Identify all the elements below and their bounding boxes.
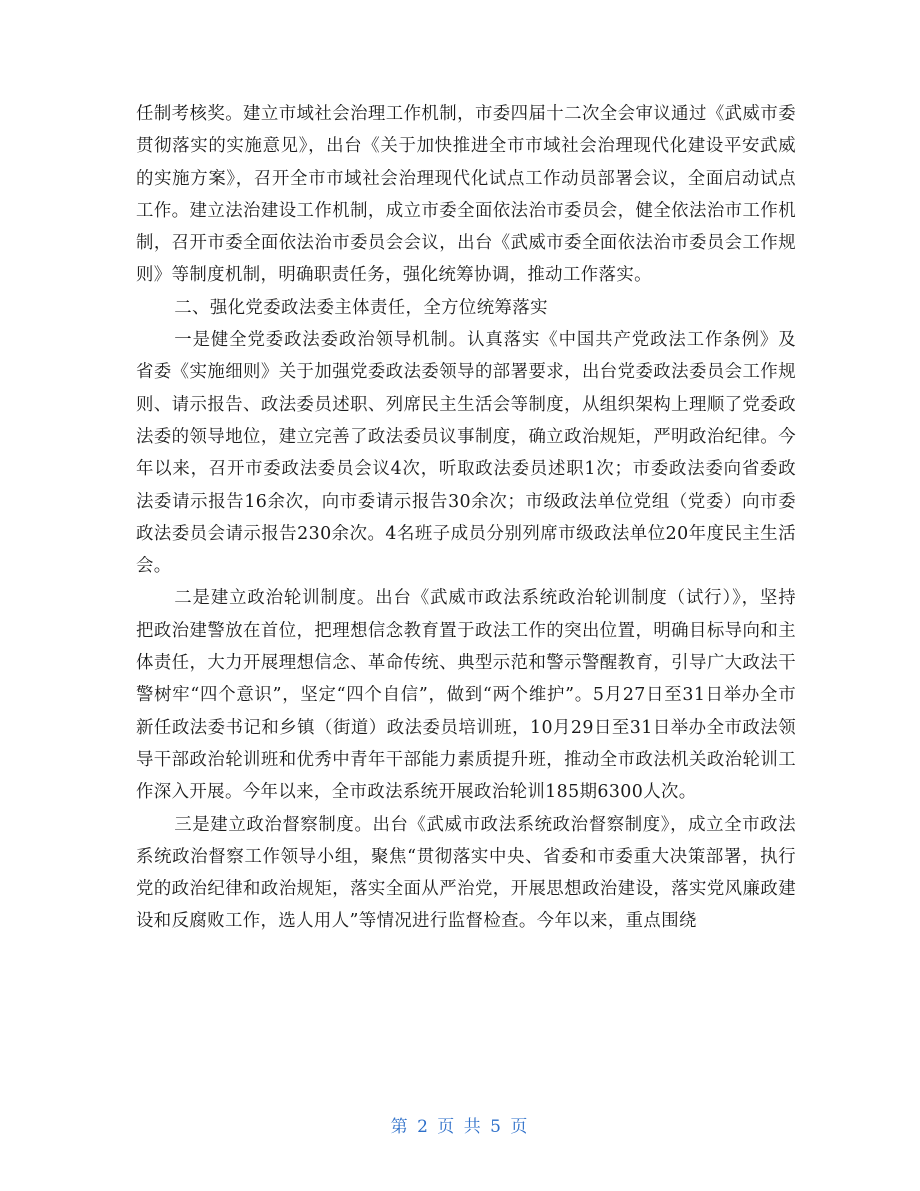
- paragraph-continuation: 任制考核奖。建立市域社会治理工作机制，市委四届十二次全会审议通过《武威市委贯彻落实的实施意见》，出台《关于加快推进全市市域社会治理现代化建设平安武威的实施方案》，召开全市市域社会治理现代化试点工作动员部署会议，全面启动试点工作。建立法治建设工作机制，成立市委全面依法治市委员会，健全依法治市工作机制，召开市委全面依法治市委员会会议，出台《武威市委全面依法治市委员会工作规则》等制度机制，明确职责任务，强化统筹协调，推动工作落实。: [136, 104, 796, 286]
- paragraph: 三是建立政治督察制度。出台《武威市政法系统政治督察制度》，成立全市政法系统政治督察工作领导小组，聚焦“贯彻落实中央、省委和市委重大决策部署，执行党的政治纪律和政治规矩，落实全面从严治党，开展思想政治建设，落实党风廉政建设和反腐败工作，选人用人”等情况进行监督检查。今年以来，重点围绕: [136, 814, 796, 932]
- paragraph: 一是健全党委政法委政治领导机制。认真落实《中国共产党政法工作条例》及省委《实施细则》关于加强党委政法委领导的部署要求，出台党委政法委员会工作规则、请示报告、政法委员述职、列席民主生活会等制度，从组织架构上理顺了党委政法委的领导地位，建立完善了政法委员议事制度，确立政治规矩，严明政治纪律。今年以来，召开市委政法委员会议4次，听取政法委员述职1次；市委政法委向省委政法委请示报告16余次，向市委请示报告30余次；市级政法单位党组（党委）向市委政法委员会请示报告230余次。4名班子成员分别列席市级政法单位20年度民主生活会。: [136, 330, 796, 577]
- page-number-footer: 第 2 页 共 5 页: [390, 1117, 530, 1137]
- document-body: [136, 98, 796, 938]
- section-heading: 二、强化党委政法委主体责任，全方位统筹落实: [174, 297, 548, 318]
- paragraph: 二是建立政治轮训制度。出台《武威市政法系统政治轮训制度（试行）》，坚持把政治建警放在首位，把理想信念教育置于政法工作的突出位置，明确目标导向和主体责任，大力开展理想信念、革命传统、典型示范和警示警醒教育，引导广大政法干警树牢“四个意识”，坚定“四个自信”，做到“两个维护”。5月27日至31日举办全市新任政法委书记和乡镇（街道）政法委员培训班，10月29日至31日举办全市政法领导干部政治轮训班和优秀中青年干部能力素质提升班，推动全市政法机关政治轮训工作深入开展。今年以来，全市政法系统开展政治轮训185期6300人次。: [136, 588, 796, 803]
